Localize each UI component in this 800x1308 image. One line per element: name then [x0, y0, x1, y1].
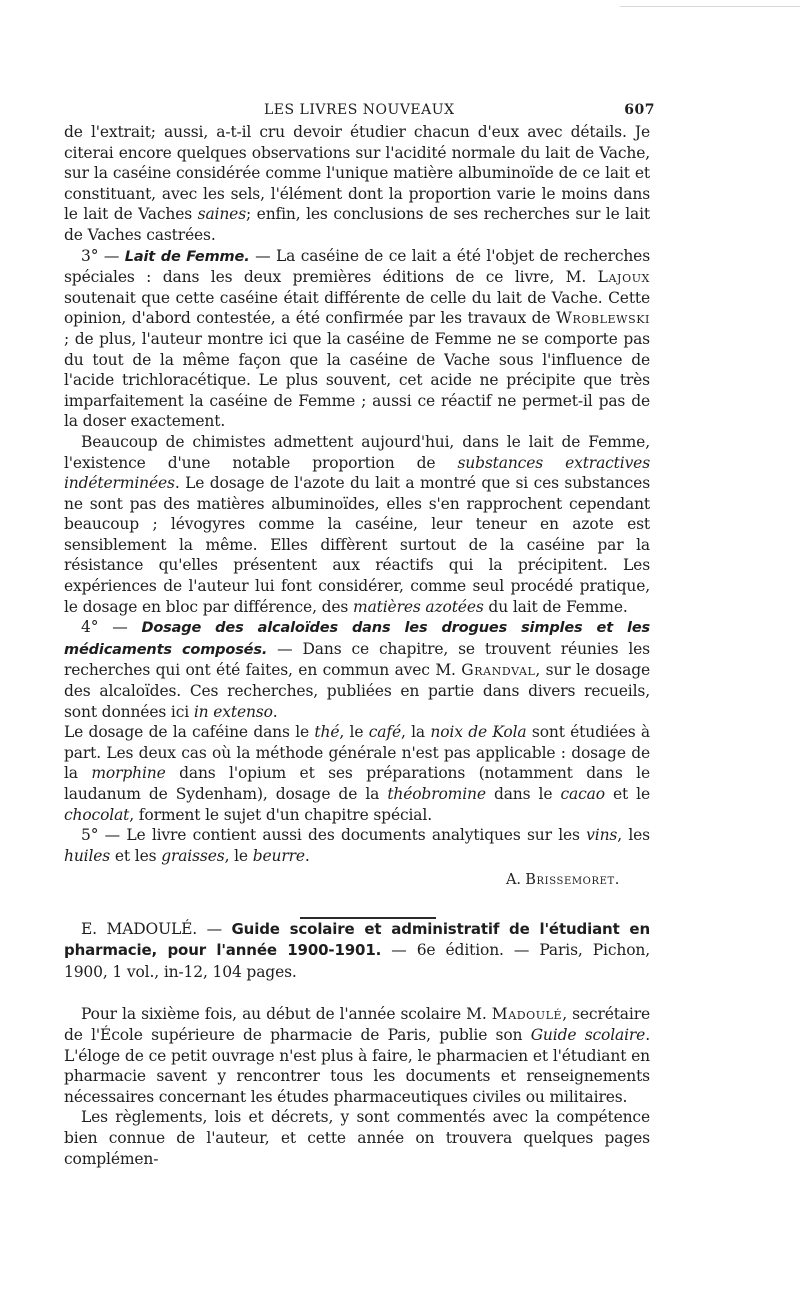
paragraph-guide	[64, 1004, 650, 1107]
text: .	[304, 846, 310, 865]
running-head-title: LES LIVRES NOUVEAUX	[264, 102, 455, 118]
italic-term: morphine	[91, 764, 166, 783]
book-review-2	[64, 919, 650, 1169]
review-citation	[64, 919, 650, 984]
paragraph-lait-de-femme	[64, 246, 650, 432]
page	[64, 102, 655, 1169]
text: et les	[110, 846, 162, 865]
section-number: 3° —	[81, 246, 125, 265]
author-name: Grandval	[461, 661, 536, 680]
text: du lait de Femme.	[483, 597, 628, 616]
paragraph-alcaloides	[64, 617, 650, 722]
text: de l'extrait; aussi, a-t-il cru devoir étudier chacun d'eux avec détails. Je citerai encore quelques observations sur l'acidité normale du lait de Vache, sur la caséine considérée comme l'unique matière albuminoïde de ce lait et constituant, avec les sels, l'élément dont la proportion varie le moins dans le lait de Vaches	[64, 123, 650, 224]
book-review-1	[64, 122, 650, 891]
text: , forment le sujet d'un chapitre spécial.	[129, 805, 432, 824]
section-heading: Dosage des alcaloïdes dans les drogues simples et les médicaments composés.	[64, 620, 650, 658]
signature-initial: A.	[506, 872, 526, 889]
italic-term: Guide scolaire	[530, 1026, 646, 1045]
text: . Le dosage de l'azote du lait a montré que si ces substances ne sont pas des matières albuminoïdes, elles s'en rapprochent cependant beaucoup ; lévogyres comme la caséine, leur teneur en azote est sensiblement la même. Elles diffèrent surtout de la caséine par la résistance qu'elles présentent aux réactifs qui la précipitent. Les expériences de l'auteur lui font considérer, comme seul procédé pratique, le dosage en bloc par différence, des	[64, 474, 650, 616]
paragraph-cafeine	[64, 722, 650, 825]
page-number: 607	[624, 102, 655, 118]
italic-term: vins	[586, 826, 618, 845]
text: Le dosage de la caféine dans le	[64, 723, 315, 742]
text: , secrétaire de l'École supérieure de pharmacie de Paris, publie son	[64, 1005, 650, 1045]
italic-term: café	[368, 723, 401, 742]
text: — La caséine de ce lait a été l'objet de recherches spéciales : dans les deux premières éditions de ce livre, M.	[64, 246, 651, 287]
italic-term: thé	[314, 723, 340, 742]
text: — Dans ce chapitre, se trouvent réunies les recherches qui ont été faites, en commun avec M.	[64, 639, 650, 680]
italic-term: saines	[197, 205, 247, 224]
signature-name: Brissemoret.	[525, 872, 620, 889]
text: et le	[604, 785, 650, 803]
text: , le	[339, 723, 369, 742]
text: dans l'opium et ses préparations (notamment dans le laudanum de Sydenham), dosage de la	[64, 764, 650, 803]
text: Les règlements, lois et décrets, y sont commentés avec la compétence bien connue de l'auteur, et cette année on trouvera quelques pages complémen-	[64, 1108, 650, 1168]
italic-term: théobromine	[387, 785, 486, 803]
italic-term: cacao	[560, 785, 605, 803]
italic-term: in extenso	[193, 702, 273, 721]
italic-term: beurre	[252, 846, 305, 865]
author-name: Madoulé	[491, 1005, 563, 1024]
italic-term: substances extractives indéterminées	[64, 453, 651, 493]
italic-term: noix de Kola	[430, 723, 527, 742]
book-details: — 6e édition. — Paris, Pichon, 1900, 1 vol., in-12, 104 pages.	[64, 941, 650, 981]
running-head	[64, 102, 655, 122]
text: Beaucoup de chimistes admettent aujourd'hui, dans le lait de Femme, l'existence d'une notable proportion de	[64, 432, 650, 472]
italic-term: huiles	[64, 846, 111, 865]
author-name: Wroblewski	[555, 309, 650, 328]
text: soutenait que cette caséine était différente de celle du lait de Vache. Cette opinion, d'abord contestée, a été confirmée par les travaux de	[64, 288, 650, 328]
text: , la	[400, 723, 431, 742]
text: ; enfin, les conclusions de ses recherches sur le lait de Vaches castrées.	[64, 205, 651, 244]
text: , les	[617, 826, 650, 845]
paragraph-documents	[64, 825, 650, 866]
paragraph-chimistes	[64, 432, 650, 617]
review-body	[64, 1004, 650, 1169]
text: sont étudiées à part. Les deux cas où la méthode générale n'est pas applicable : dosage de la	[64, 723, 651, 783]
reviewer-signature	[64, 870, 620, 891]
italic-term: matières azotées	[353, 597, 484, 616]
paragraph-extract	[64, 122, 650, 246]
text: .	[272, 702, 278, 721]
text: ; de plus, l'auteur montre ici que la caséine de Femme ne se comporte pas du tout de la même façon que la caséine de Vache sous l'influence de l'acide trichloracétique. Le plus souvent, cet acide ne précipite que très imparfaitement la caséine de Femme ; aussi ce réactif ne permet-il pas de la doser exactement.	[64, 329, 650, 431]
text: . L'éloge de ce petit ouvrage n'est plus à faire, le pharmacien et l'étudiant en pharmacie savent y rencontrer tous les documents et renseignements nécessaires concernant les études pharmaceutiques civiles ou militaires.	[64, 1026, 650, 1106]
italic-term: graisses	[161, 846, 225, 865]
text: Pour la sixième fois, au début de l'année scolaire M.	[81, 1005, 492, 1024]
author-name: Lajoux	[597, 268, 650, 287]
book-author: E. MADOULÉ.	[81, 919, 198, 938]
scan-edge-line	[620, 6, 800, 7]
italic-term: chocolat	[64, 805, 130, 824]
paragraph-reglements	[64, 1107, 650, 1169]
text: , sur le dosage des alcaloïdes. Ces recherches, publiées en partie dans divers recueils, sont données ici	[64, 661, 650, 721]
section-heading: Lait de Femme.	[124, 248, 250, 265]
section-number: 4° —	[81, 618, 142, 637]
text: 5° — Le livre contient aussi des documents analytiques sur les	[81, 826, 587, 845]
text: dans le	[485, 785, 561, 803]
text: , le	[224, 846, 253, 865]
text: —	[197, 919, 232, 938]
book-title: Guide scolaire et administratif de l'étudiant en pharmacie, pour l'année 1900-1901.	[64, 919, 650, 960]
